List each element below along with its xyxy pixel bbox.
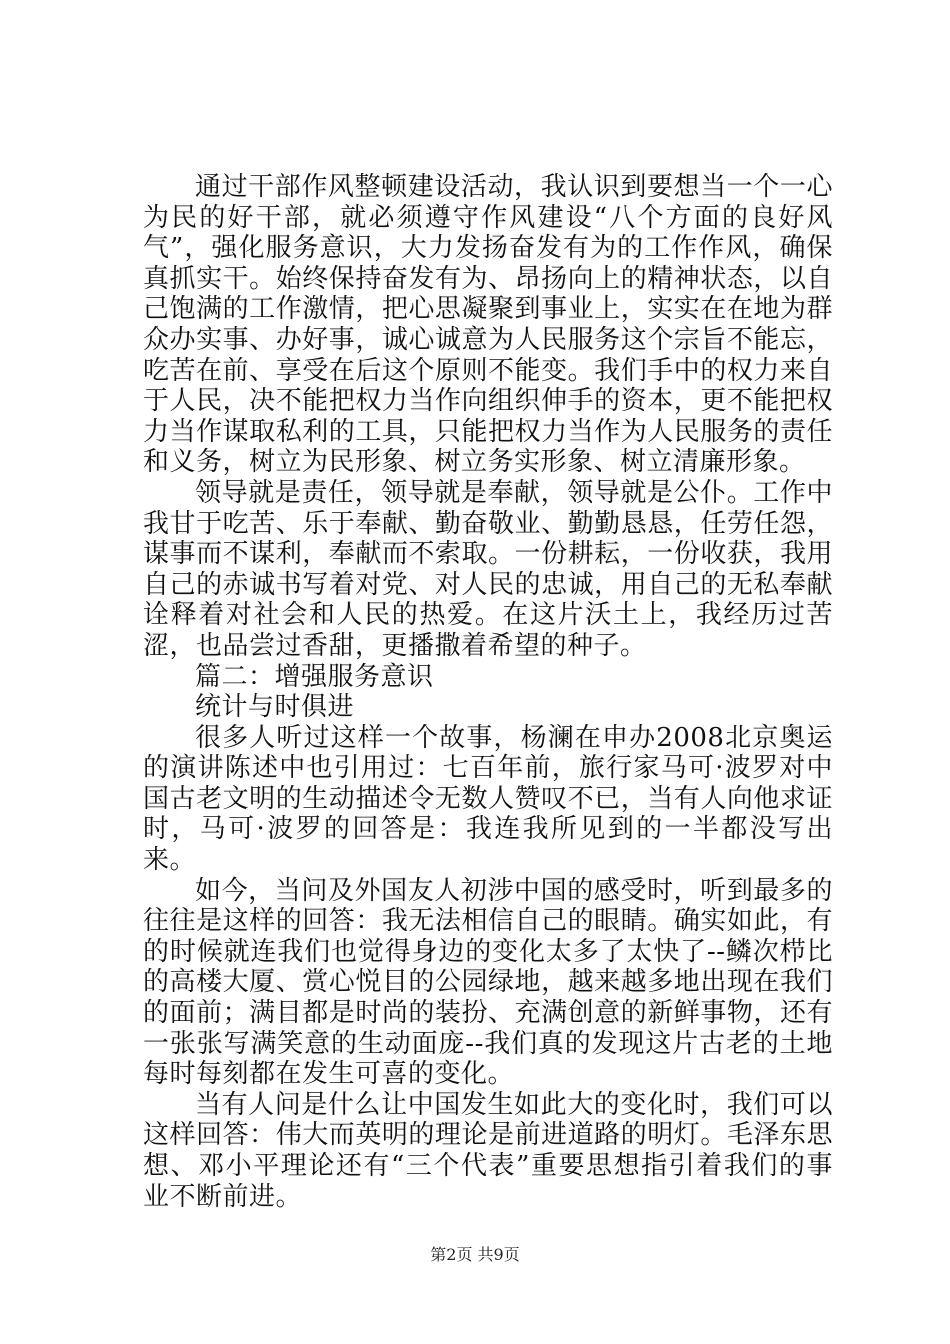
page-number-footer: 第2页 共9页 bbox=[430, 1245, 520, 1264]
paragraph-work-style: 通过干部作风整顿建设活动，我认识到要想当一个一心为民的好干部，就必须遵守作风建设“八个方面的良好风气”，强化服务意识，大力发扬奋发有为的工作作风，确保真抓实干。始终保持奋发有为、昂扬向上的精神状态，以自己饱满的工作激情，把心思凝聚到事业上，实实在在地为群众办实事、办好事，诚心诚意为人民服务这个宗旨不能忘，吃苦在前、享受在后这个原则不能变。我们手中的权力来自于人民，决不能把权力当作向组织伸手的资本，更不能把权力当作谋取私利的工具，只能把权力当作为人民服务的责任和义务，树立为民形象、树立务实形象、树立清廉形象。 bbox=[143, 172, 833, 478]
section-heading: 篇二：增强服务意识 bbox=[195, 661, 434, 692]
paragraph-changes: 如今，当问及外国友人初涉中国的感受时，听到最多的往往是这样的回答：我无法相信自己的眼睛。确实如此，有的时候就连我们也觉得身边的变化太多了太快了--鳞次栉比的高楼大厦、赏心悦目的公园绿地，越来越多地出现在我们的面前；满目都是时尚的装扮、充满创意的新鲜事物，还有一张张写满笑意的生动面庞--我们真的发现这片古老的土地每时每刻都在发生可喜的变化。 bbox=[143, 875, 833, 1090]
document-body bbox=[143, 172, 833, 1212]
paragraph-theory: 当有人问是什么让中国发生如此大的变化时，我们可以这样回答：伟大而英明的理论是前进道路的明灯。毛泽东思想、邓小平理论还有“三个代表”重要思想指引着我们的事业不断前进。 bbox=[143, 1089, 833, 1212]
article-title: 统计与时俱进 bbox=[195, 692, 355, 723]
paragraph-marco-polo: 很多人听过这样一个故事，杨澜在申办2008北京奥运的演讲陈述中也引用过：七百年前，旅行家马可·波罗对中国古老文明的生动描述令无数人赞叹不已，当有人向他求证时，马可·波罗的回答是：我连我所见到的一半都没写出来。 bbox=[143, 722, 833, 876]
paragraph-leadership: 领导就是责任，领导就是奉献，领导就是公仆。工作中我甘于吃苦、乐于奉献、勤奋敬业、勤勤恳恳，任劳任怨，谋事而不谋利，奉献而不索取。一份耕耘，一份收获，我用自己的赤诚书写着对党、对人民的忠诚，用自己的无私奉献诠释着对社会和人民的热爱。在这片沃土上，我经历过苦涩，也品尝过香甜，更播撒着希望的种子。 bbox=[143, 477, 833, 661]
